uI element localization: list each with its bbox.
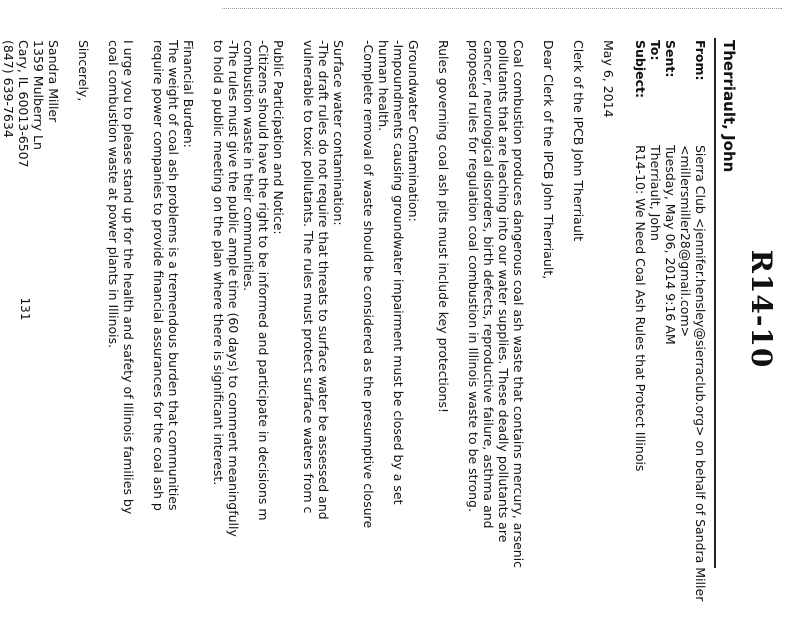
section-line: human health. [376, 40, 391, 132]
page-number: 131 [18, 297, 32, 321]
header-value: R14-10: We Need Coal Ash Rules that Protect Illinois [633, 145, 648, 472]
section-line: vulnerable to toxic pollutants. The rules must protect surface waters from c [301, 40, 316, 514]
section-line: to hold a public meeting on the plan where there is significant interest. [211, 40, 226, 486]
closing-line: coal combustion waste at power plants in Illinois. [106, 40, 121, 349]
closing-line: I urge you to please stand up for the health and safety of Illinois families by [121, 40, 136, 515]
section-heading: Surface water contamination: [331, 40, 346, 226]
intro-line: proposed rules for regulation coal combustion in Illinois waste to be strong. [466, 40, 481, 512]
intro-line: cancer, neurological disorders, birth defects, reproductive failure, asthma and [481, 40, 496, 529]
header-row-from [693, 40, 708, 618]
header-label: Sent: [663, 40, 678, 78]
section-line: -The rules must give the public ample time (60 days) to comment meaningfully [226, 40, 241, 537]
signature-line: Cary, IL 60013-6507 [16, 40, 31, 168]
section-line: combustion waste in their communities. [241, 40, 256, 292]
section-heading: Financial Burden: [181, 40, 196, 148]
header-label: To: [648, 40, 663, 61]
header-row-subject [633, 40, 648, 618]
header-value: Therriault, John [648, 145, 663, 241]
header-value: Tuesday, May 06, 2014 9:16 AM [663, 145, 678, 345]
email-headers [633, 40, 708, 618]
scan-margin-artifact [222, 8, 782, 11]
document-id: R14-10 [745, 249, 778, 369]
header-label: Subject: [633, 40, 648, 98]
intro-line: pollutants that are leaching into our water supplies. These deadly pollutants are [496, 40, 511, 543]
section-line: The weight of coal ash problems is a tremendous burden that communities [166, 40, 181, 511]
header-row-to [648, 40, 663, 618]
section-heading: Public Participation and Notice: [271, 40, 286, 235]
header-divider [714, 38, 716, 568]
header-label: From: [693, 40, 708, 81]
section-line: -Citizens should have the right to be informed and participate in decisions m [256, 40, 271, 521]
letter-body [1, 40, 616, 618]
signature-line: 1359 Mulberry Ln [31, 40, 46, 150]
header-row-sent [663, 40, 678, 618]
header-row-from-cont [678, 40, 693, 618]
signature-line: (847) 639-7634 [1, 40, 16, 138]
section-line: -Impoundments causing groundwater impairment must be closed by a set [391, 40, 406, 505]
section-line: -Complete removal of waste should be considered as the presumptive closure [361, 40, 376, 529]
header-label [678, 40, 693, 145]
section-line: require power companies to provide financial assurances for the coal ash p [151, 40, 166, 511]
section-heading: Groundwater Contamination: [406, 40, 421, 222]
section-line: -The draft rules do not require that threats to surface water be assessed and [316, 40, 331, 520]
salutation-line: Dear Clerk of the IPCB John Therriault, [541, 40, 556, 280]
signature-line: Sandra Miller [46, 40, 61, 123]
mailbox-owner-name: Therriault, John [720, 40, 738, 173]
intro-line: Coal combustion produces dangerous coal ash waste that contains mercury, arsenic [511, 40, 526, 569]
rules-intro: Rules governing coal ash pits must include key protections! [436, 40, 451, 413]
header-value: <millersmiller28@gmail.com> [678, 145, 693, 338]
salutation-line: Clerk of the IPCB John Therriault [571, 40, 586, 242]
signoff: Sincerely, [76, 40, 91, 102]
letter-date: May 6, 2014 [601, 40, 616, 118]
header-value: Sierra Club <jennifer.hensley@sierraclub.org> on behalf of Sandra Miller [693, 145, 708, 602]
